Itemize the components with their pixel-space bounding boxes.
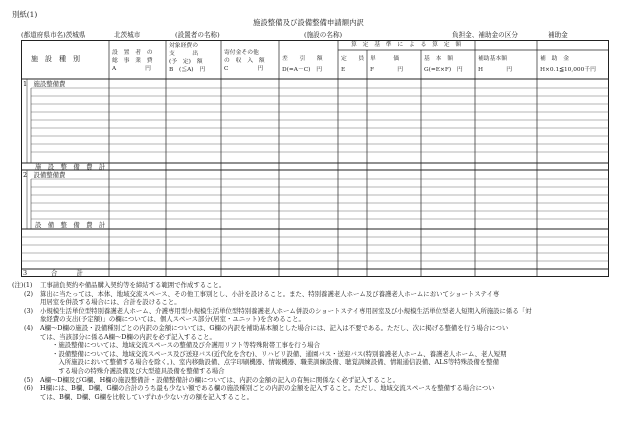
header-c-line3: C 円 [224,66,264,72]
note-text: 工事請負契約や備品購入契約等を締結する範囲で作成すること。 [40,281,226,289]
note-number: (注)(1) [12,281,33,289]
subsidy-type-value: 補助金 [548,31,568,39]
header-h-line1: 補助基本額 [478,56,507,62]
note-item [12,384,624,401]
note-text: ・設備整備については、地域交流スペース及び送迎バス(近代化を含む)、リハビリ設備、通園バス・送迎バス(特別養護老人ホーム、養護老人ホーム、老人短期 [52,349,507,358]
note-text: 小規模生活単位型特別養護老人ホーム、介護専用型小規模生活単位型特別養護老人ホーム併設のショートステイ専用居室及び小規模生活単位型老人短期入所施設に係る「対 [40,306,532,315]
header-a-line1: 設 置 者 の [112,50,153,56]
note-item [12,324,624,376]
note-number: (2) [24,289,34,298]
note-text: 算出に当たっては、本体、地域交流スペース、その他工事別とし、小計を設けること。また、特別養護老人ホーム及び養護老人ホームにおいてショートステイ専 [40,289,500,298]
header-g-line2: G(=E×F) 円 [424,67,463,73]
note-text: 象経費の支出(予定額)」の欄については、個人スペース部分(居室・ユニット)を含めること。 [40,315,305,324]
note-text: ては、当該部分に係るA欄〜D欄の内訳を必ず記入すること。 [40,332,216,341]
header-i-line1: 補 助 金 [540,56,569,62]
note-text: 入所施設において整備する場合を除く。)、室内移動設備、点字印刷機器、情報機器、職業訓練設備、聴覚訓練設備、情報通信設備、ALS等特殊設備を整備 [52,358,499,367]
application-amount-table [21,40,609,277]
note-item [12,307,624,324]
note-text: A欄〜D欄及びG欄、H欄の施設整備計・設備整備計の欄については、内訳の金額の記入の有無に関係なく必ず記入すること。 [40,375,399,384]
header-c-line1: 寄付金その他 [224,50,259,56]
row-equipment-subtotal: 設 備 整 備 費 計 [35,221,106,229]
header-e-line2: E [341,67,346,73]
header-calculation-group: 算 定 基 準 に よ る 算 定 額 [351,42,462,48]
row-total-label: 合 計 [51,269,83,277]
header-f-line2: F 円 [370,67,404,73]
row-equipment-section: 2 設備整備費 [23,171,66,179]
note-text: 用居室を併設する場合には、合計を設けること。 [40,298,181,307]
header-a-line3: A 円 [112,66,151,72]
installer-name: 北茨城市 [114,31,141,39]
note-item [12,376,624,385]
header-d-line2: D(=A－C) 円 [282,67,323,73]
header-e-line1: 定 員 [341,56,365,62]
header-b-line1: 対象経費の [169,43,198,49]
table-grid [21,40,609,277]
header-f-line1: 単 価 [370,56,399,62]
note-text: H欄には、B欄、D欄、G欄の合計のうち最も少ない額である欄の施設種別ごとの内訳の金額を記入すること。ただし、地域交流スペースを整備する場合につい [40,384,495,393]
header-h-line2: H 円 [478,67,513,73]
header-g-line1: 基 本 額 [424,56,453,62]
header-b-line2: 支 出 [169,51,198,57]
note-text: ては、B欄、D欄、G欄を比較していずれか少ない方の額を記入すること。 [40,392,254,401]
notes-section [12,281,624,401]
header-i-line2: H×0.1≦10,000千円 [540,67,596,73]
installer-label: (設置者の名称) [175,31,220,39]
header-a-line2: 総 事 業 費 [112,58,153,64]
header-facility-type: 施 設 種 別 [31,55,80,63]
document-title: 施設整備及び設備整備申請額内訳 [253,18,364,27]
note-text: A欄〜D欄の施設・設備種別ごとの内訳の金額については、G欄の内訳を補助基本額とした場合には、記入は不要である。ただし、次に掲げる整備を行う場合につい [40,323,509,332]
row-total-number: 3 [23,269,28,277]
note-item [12,281,624,290]
header-c-line2: の 収 入 額 [224,58,265,64]
note-text: する場合の特殊介護設備及び大型遊具設備を整備する場合 [52,366,225,375]
subsidy-type-label: 負担金、補助金の区分 [452,31,518,39]
row-facility-section: 1 施設整備費 [23,80,66,88]
header-b-line3: (予 定) 額 [169,59,203,65]
note-number: (5) [24,375,34,384]
note-item [12,290,624,307]
form-number: 別紙(1) [12,10,38,19]
header-d-line1: 差 引 額 [282,56,323,62]
prefecture-label: (都道府県市名)茨城県 [21,31,86,39]
header-b-line4: B (≦A) 円 [169,67,206,73]
note-text: ・施設整備については、地域交流スペースの整備及び介護用リフト等特殊附帯工事を行う場合 [52,341,320,350]
note-number: (4) [24,323,34,332]
note-number: (3) [24,306,34,315]
note-number: (6) [24,384,34,393]
facility-label: (施設の名称) [304,31,343,39]
row-facility-subtotal: 施 設 整 備 費 計 [35,163,106,171]
